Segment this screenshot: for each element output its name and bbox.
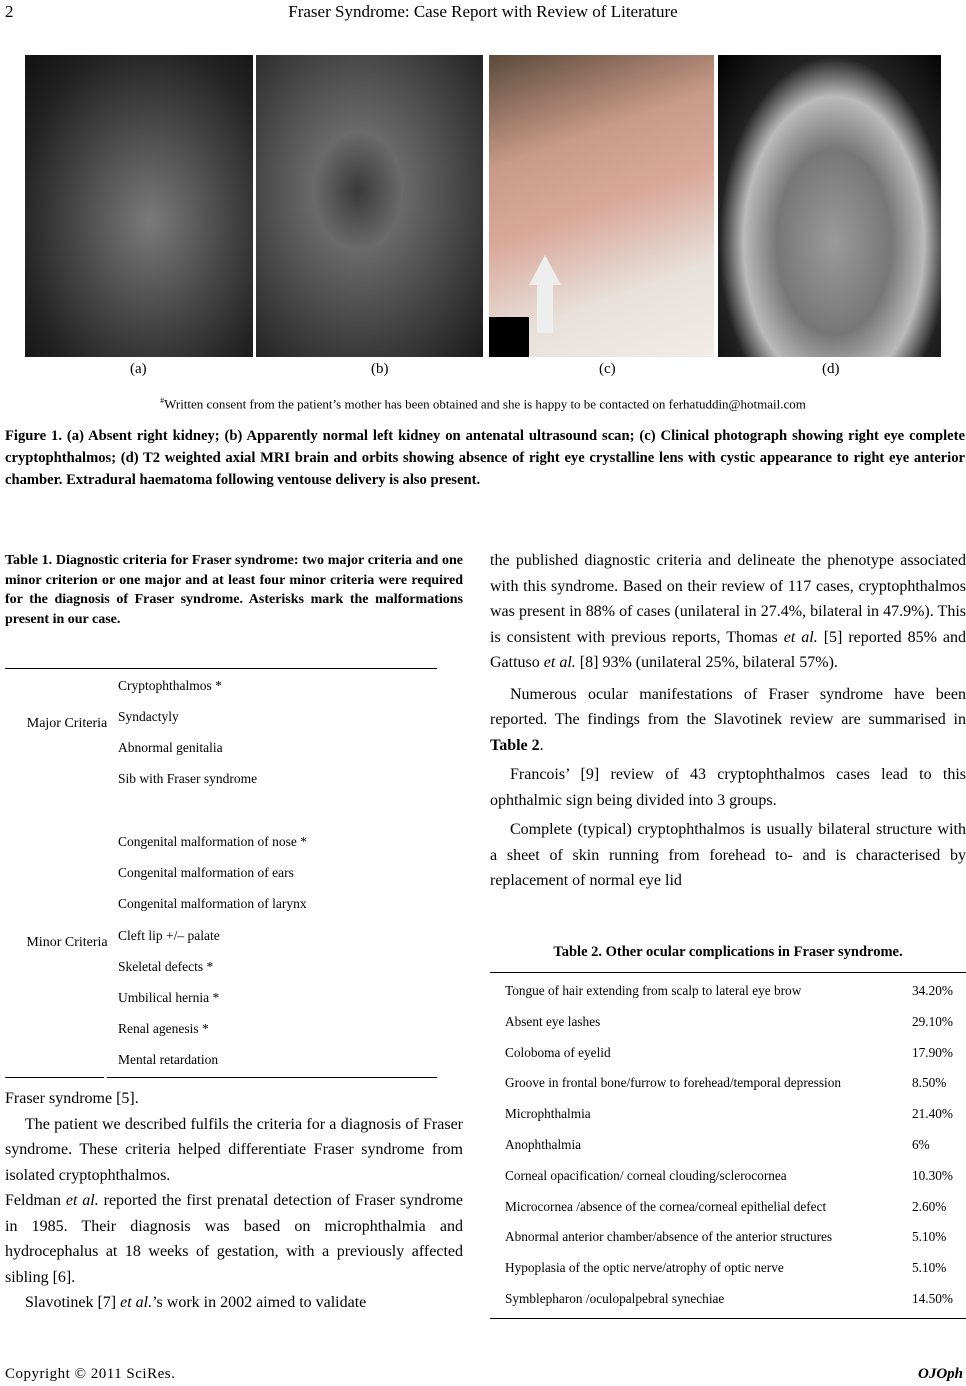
table-2-value: 5.10% — [912, 1260, 947, 1276]
table-1-cell: Cryptophthalmos * — [118, 678, 222, 693]
table-2-value: 10.30% — [912, 1167, 953, 1183]
table-2-label: Hypoplasia of the optic nerve/atrophy of optic nerve — [505, 1260, 784, 1276]
table-2-row — [505, 1291, 965, 1307]
table-2-label: Abnormal anterior chamber/absence of the anterior structures — [505, 1229, 833, 1245]
arrow-shaft — [537, 283, 553, 333]
table-2-label: Symblepharon /oculopalpebral synechiae — [505, 1291, 725, 1306]
panel-label-b: (b) — [371, 361, 389, 377]
running-title: Fraser Syndrome: Case Report with Review of Literature — [288, 2, 678, 21]
table-1-cell: Congenital malformation of nose * — [118, 834, 307, 849]
table-2-bottom-rule — [490, 1318, 966, 1319]
table-2-value: 5.10% — [912, 1229, 947, 1245]
table-1-cell: Syndactyly — [118, 709, 179, 724]
table-2-value: 17.90% — [912, 1044, 953, 1060]
table-2-label: Corneal opacification/ corneal clouding/sclerocornea — [505, 1167, 787, 1183]
table-2-value: 2.60% — [912, 1198, 947, 1214]
table-2-row — [505, 1199, 965, 1215]
arrow-icon — [529, 255, 561, 285]
table-1-cell: Congenital malformation of larynx — [118, 896, 307, 911]
table-2-value: 29.10% — [912, 1013, 953, 1029]
table-1-bottom-rule — [107, 1077, 437, 1078]
figure-1-caption: Figure 1. (a) Absent right kidney; (b) Apparently normal left kidney on antenatal ultrasound scan; (c) Clinical photograph showing right eye complete cryptophthalmos; (d) T2 weighted axial MRI brain and orbits showing absence of right eye crystalline lens with cystic appearance to right eye anterior chamber. Extradural haematoma following ventouse delivery is also present. — [5, 428, 965, 488]
table-2-label: Groove in frontal bone/furrow to forehead/temporal depression — [505, 1075, 842, 1091]
table-1-cell: Skeletal defects * — [118, 959, 214, 974]
table-1-cell: Abnormal genitalia — [118, 740, 223, 755]
table-1-top-rule — [5, 668, 437, 669]
table-2-value: 14.50% — [912, 1291, 953, 1306]
table-2-row — [505, 1229, 965, 1245]
figure-1c-clinical-photo — [489, 55, 714, 357]
table-2-label: Microphthalmia — [505, 1106, 591, 1122]
table-2-value: 8.50% — [912, 1075, 947, 1091]
table-2-label: Tongue of hair extending from scalp to lateral eye brow — [505, 983, 802, 998]
table-2-label: Absent eye lashes — [505, 1013, 601, 1029]
panel-label-a: (a) — [130, 361, 147, 377]
table-1-cell: Mental retardation — [118, 1052, 219, 1067]
black-box — [489, 317, 529, 357]
table-2-row — [505, 1014, 965, 1030]
table-2-row — [505, 1106, 965, 1122]
table-2-value: 21.40% — [912, 1106, 953, 1122]
major-criteria-label: Major Criteria — [26, 716, 108, 731]
copyright: Copyright © 2011 SciRes. — [5, 1366, 176, 1382]
consent-note: #Written consent from the patient’s mother has been obtained and she is happy to be contacted on ferhatuddin@hotmail.com — [160, 396, 806, 412]
table-2-value: 6% — [912, 1137, 930, 1152]
table-1-cell: Renal agenesis * — [118, 1021, 209, 1036]
table-2-row — [505, 983, 965, 999]
table-2-label: Coloboma of eyelid — [505, 1044, 611, 1060]
table-2-label: Anophthalmia — [505, 1137, 582, 1152]
table-2-row — [505, 1045, 965, 1061]
table-2-label: Microcornea /absence of the cornea/corneal epithelial defect — [505, 1198, 827, 1214]
table-1-cell: Cleft lip +/– palate — [118, 928, 220, 943]
figure-1d-mri-image — [718, 55, 941, 357]
panel-label-c: (c) — [599, 361, 616, 377]
figure-1a-ultrasound-image — [25, 55, 253, 357]
table-2-caption: Table 2. Other ocular complications in Fraser syndrome. — [553, 944, 903, 960]
table-1-bottom-rule — [5, 1077, 104, 1078]
table-1-caption: Table 1. Diagnostic criteria for Fraser syndrome: two major criteria and one minor criterion or one major and at least four minor criteria were required for the diagnosis of Fraser syndrome. Asterisks mark the malformations present in our case. — [5, 553, 463, 627]
table-2-row — [505, 1260, 965, 1276]
figure-1b-ultrasound-image — [256, 55, 483, 357]
table-1-cell: Congenital malformation of ears — [118, 865, 294, 880]
table-2-row — [505, 1137, 965, 1153]
panel-label-d: (d) — [822, 361, 840, 377]
table-2-row — [505, 1075, 965, 1091]
page-number: 2 — [5, 2, 14, 21]
table-2-value: 34.20% — [912, 983, 953, 998]
table-2-row — [505, 1168, 965, 1184]
minor-criteria-label: Minor Criteria — [26, 935, 108, 950]
journal-name: OJOph — [917, 1366, 963, 1382]
table-1-cell: Umbilical hernia * — [118, 990, 220, 1005]
table-1-cell: Sib with Fraser syndrome — [118, 771, 258, 786]
table-2-top-rule — [490, 972, 966, 973]
right-column-text: the published diagnostic criteria and delineate the phenotype associated with this syndrome. Based on their review of 117 cases, cryptophthalmos was present in 88% of cases (unilateral in 27.4%, bilateral in 47.9%). This is consistent with previous reports, Thomas et al. [5] reported 85% and Gattuso et al. [8] 93% (unilateral 25%, bilateral 57%). Numerous ocular manifestations of Fraser syndrome have been reported. The findings from the Slavotinek review are summarised in Table 2. Francois’ [9] review of 43 cryptophthalmos cases lead to this ophthalmic sign being divided into 3 groups. Complete (typical) cryptophthalmos is usually bilateral structure with a sheet of skin running from forehead to- and is characterised by replacement of normal eye lid — [490, 552, 966, 889]
left-column-text: Fraser syndrome [5]. The patient we described fulfils the criteria for a diagnosis of Fraser syndrome. These criteria helped differentiate Fraser syndrome from isolated cryptophthalmos. Feldman et al. reported the first prenatal detection of Fraser syndrome in 1985. Their diagnosis was based on microphthalmia and hydrocephalus at 18 weeks of gestation, with a previously affected sibling [6]. Slavotinek [7] et al.’s work in 2002 aimed to validate — [5, 1090, 463, 1311]
